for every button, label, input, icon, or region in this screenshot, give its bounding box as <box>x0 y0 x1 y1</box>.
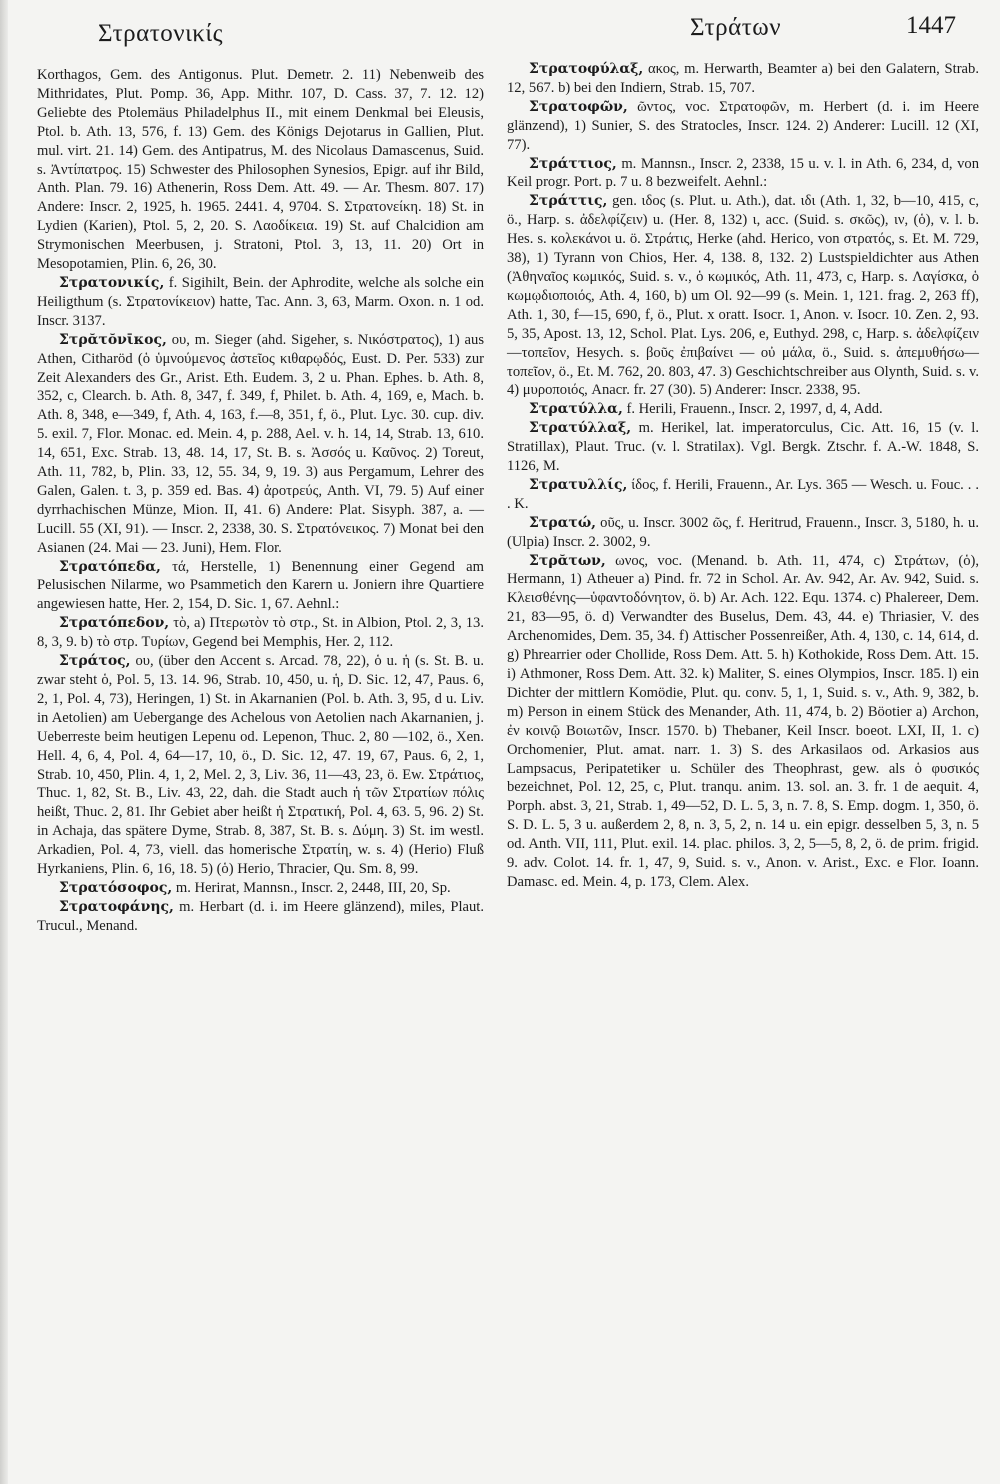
entry-lemma: Στρᾰτŏνῑκος, <box>59 331 167 348</box>
dictionary-entry <box>507 514 979 552</box>
entry-lemma: Στρατύλλα, <box>529 401 623 418</box>
dictionary-entry <box>37 558 484 615</box>
entry-lemma: Στρατοφύλαξ, <box>529 61 644 77</box>
entry-text: f. Sigihilt, Bein. der Aphrodite, welche als solche ein Heiligthum (s. Στρατονίκειον) hatte, Tac. Ann. 3, 63, Marm. Oxon. n. 1 od. Inscr. 3137. <box>37 274 484 329</box>
dictionary-entry <box>37 614 484 652</box>
entry-text: m. Herikel, lat. imperatorculus, Cic. Att. 16, 15 (v. l. Stratillax), Plaut. Truc. (v. l. Stratilax). Vgl. Bergk. Ztschr. f. A.-W. 1848, S. 1126, M. <box>507 420 979 475</box>
dictionary-entry <box>507 419 979 476</box>
dictionary-entry <box>507 552 979 892</box>
entry-text: ακος, m. Herwarth, Beamter a) bei den Galatern, Strab. 12, 567. b) bei den Indiern, Strab. 15, 707. <box>507 61 979 96</box>
dictionary-entry <box>507 98 979 155</box>
entry-lemma: Στρατοφῶν, <box>529 98 628 115</box>
entry-text: ου, m. Sieger (ahd. Sigeher, s. Νικόστρατος), 1) aus Athen, Citharöd (ὁ ὑμνούμενος ἀστεῖος κιθαρῳδός, Eust. D. Per. 533) zur Zeit Alexanders des Gr., Arist. Eth. Eudem. 3, 2 u. Phan. Ephes. b. Ath. 8, 352, c, Clearch. b. Ath. 8, 347, f. 349, f, Philet. b. Ath. 4, 169, e, Mach. b. Ath. 8, 348, e—349, f, Ath. 4, 163, f.—8, 351, f, ö., Plut. Lyc. 30. cup. div. 5. exil. 7, Flor. Monac. ed. Mein. 4, p. 288, Ael. v. h. 14, 14, Strab. 13, 610. 14, 651, Exc. Strab. 13, 48. 14, 17, St. B. s. Ἀσσός u. Καῦνος. 2) Toreut, Ath. 11, 782, b, Plin. 33, 12, 55. 34, 9, 19. 3) aus Pergamum, Lehrer des Galen, Galen. t. 3, p. 359 ed. Bas. 4) ἀροτρεύς, Anth. VI, 79. 5) Auf einer dyrrhachischen Münze, Mion. II, 41. 6) Andere: Plat. Sisyph. 387, a. — Lucill. 55 (XI, 91). — Inscr. 2, 2338, 30. S. Στρατόνεικος. 7) Monat bei den Asianen (24. Mai — 23. Juni), Hem. Flor. <box>37 331 484 556</box>
dictionary-entry <box>37 66 484 274</box>
entry-text: ωνος, voc. (Menand. b. Ath. 11, 474, c) Στράτων, (ὁ), Hermann, 1) Atheuer a) Pind. fr. 72 in Schol. Ar. Av. 942, Ar. Av. 942, Suid. s. Κλεισθένης—ὑφαντοδόνητον, ö. b) Ar. Ach. 122. Equ. 1374. c) Phalereer, Dem. 21, 83—95, ö. d) Verwandter des Buselus, Dem. 43, 44. e) Thriasier, V. des Archenomides, Dem. 35, 34. f) Attischer Possenreißer, Ath. 4, 130, c. 14, 614, d. g) Phrearrier oder Chollide, Ross Dem. Att. 5. h) Kothokide, Ross Dem. Att. 15. i) Athmoner, Ross Dem. Att. 32. k) Maliter, S. eines Olympios, Inscr. 185. l) ein Dichter der mittlern Komödie, Plut. qu. conv. 5, 1, 1, Suid. s. v., Ath. 9, 382, b. m) Person in einem Stück des Menander, Ath. 11, 474, b. 2) Böotier a) Archon, ἐν κοινῷ Βοιωτῶν, Inscr. 1570. b) Thebaner, Keil Inscr. boeot. LXI, II, 1. c) Orchomenier, Plut. amat. narr. 1. 3) S. des Arkasilaos od. Arkasios aus Lampsacus, Peripatetiker u. Schüler des Theophrast, gew. als ὁ φυσικός bezeichnet, Pol. 12, 25, c, Plut. tranqu. anim. 13. sol. an. 3. fr. 1 de aequit. 4, Porph. abst. 3, 21, Strab. 1, 49—52, D. L. 5, 3, n. 7. 8, S. Emp. dogm. 1, 350, ö. S. D. L. 5, 3 u. außerdem 2, 8, n. 3, 5, 2, n. 14 u. ein epigr. desselben 5, 3, n. 5 od. Anth. VII, 111, Plut. exil. 14. plac. philos. 3, 2, 5—5, 8, 2, ö. de prim. frigid. 9. adv. Colot. 14. fr. 1, 47, 9, Suid. s. v., Anon. v. Arist., Exc. e Flor. Ioann. Damasc. ed. Mein. 4, p. 173, Clem. Alex. <box>507 552 979 890</box>
page-edge-shadow <box>0 0 8 1484</box>
dictionary-entry <box>507 476 979 514</box>
entry-text: f. Herili, Frauenn., Inscr. 2, 1997, d, 4, Add. <box>622 401 883 418</box>
entry-text: οῦς, u. Inscr. 3002 ῶς, f. Heritrud, Frauenn., Inscr. 3, 5180, h. u. (Ulpia) Inscr. 2. 3002, 9. <box>507 514 979 550</box>
dictionary-entry <box>37 652 484 879</box>
dictionary-entry <box>507 60 979 98</box>
entry-lemma: Στρᾰτων, <box>529 552 606 569</box>
entry-lemma: Στρατόσοφος, <box>59 879 173 896</box>
page-header <box>0 0 1000 60</box>
entry-lemma: Στράττις, <box>529 193 608 210</box>
entry-lemma: Στρατόπεδον, <box>59 615 170 632</box>
page-number: 1447 <box>906 12 956 39</box>
entry-text: τά, Herstelle, 1) Benennung einer Gegend am Pelusischen Nilarme, wo Psammetich den Karern u. Joniern ihre Quartiere angewiesen hatte, Her. 2, 154, D. Sic. 1, 67. Aehnl.: <box>37 558 484 613</box>
entry-text: m. Herirat, Mannsn., Inscr. 2, 2448, III, 20, Sp. <box>172 879 451 896</box>
dictionary-entry <box>507 400 979 419</box>
entry-lemma: Στρατονικίς, <box>59 274 165 291</box>
dictionary-entry <box>37 274 484 331</box>
dictionary-entry <box>37 331 484 558</box>
dictionary-entry <box>507 192 979 400</box>
entry-text: ου, (über den Accent s. Arcad. 78, 22), ὁ u. ἡ (s. St. B. u. zwar steht ὁ, Pol. 5, 13. 14. 96, Strab. 10, 450, u. ἡ, D. Sic. 12, 47, Paus. 6, 2, 1, Pol. 4, 73), Heringen, 1) St. in Akarnanien (Pol. b. Ath. 3, 95, d u. Liv. in Aetolien) am Uebergange des Achelous von Aetolien nach Akarnanien, j. Ueberreste beim heutigen Lepenu od. Lepenon, Thuc. 2, 80 —102, ö., Xen. Hell. 4, 6, 4, Pol. 4, 64—17, 10, ö., D. Sic. 12, 47. 19, 67, Paus. 6, 2, 1, Strab. 10, 450, Plin. 4, 1, 2, Mel. 2, 3, Liv. 36, 11—43, 23, ö. Ew. Στράτιος, Thuc. 1, 82, St. B., Liv. 43, 22, dah. die Stadt auch ἡ τῶν Στρατίων πόλις heißt, Thuc. 2, 81. Ihr Gebiet aber heißt ἡ Στρατική, Pol. 4, 63. 5, 96. 2) St. in Achaja, das spätere Dyme, Strab. 8, 387, St. B. s. Δύμη. 3) St. im westl. Arkadien, Pol. 4, 73, viell. das homerische Στρατίη, w. s. 4) (Herio) Fluß Hyrkaniens, Plin. 6, 16, 18. 5) (ὁ) Herio, Thracier, Qu. Sm. 8, 99. <box>37 653 484 878</box>
entry-lemma: Στρατόπεδα, <box>59 558 161 575</box>
entry-text: m. Herbart (d. i. im Heere glänzend), miles, Plaut. Trucul., Menand. <box>37 898 484 934</box>
entry-lemma: Στρατύλλαξ, <box>529 420 632 437</box>
dictionary-entry <box>37 879 484 898</box>
entry-lemma: Στράτος, <box>59 653 131 670</box>
entry-text: Korthagos, Gem. des Antigonus. Plut. Demetr. 2. 11) Nebenweib des Mithridates, Plut. Pomp. 36, App. Mithr. 107, D. Cass. 37, 7. 12. 12) Geliebte des Ptolemäus Philadelphus II., mit einem Denkmal bei Eleusis, Ptol. b. Ath. 13, 576, f. 13) Gem. des Königs Dejotarus in Gallien, Plut. mul. virt. 21. 14) Gem. des Antipatrus, M. des Nicolaus Damascenus, Suid. s. Ἀντίπατρος. 15) Schwester des Philosophen Synesios, Epigr. auf ihr Bild, Anth. Plan. 79. 16) Athenerin, Ross Dem. Att. 49. — Ar. Thesm. 807. 17) Andere: Inscr. 2, 1925, h. 1965. 2441. 4, 9704. S. Στρατονείκη. 18) St. in Lydien (Karien), Ptol. 5, 2, 20. S. Λαοδίκεια. 19) St. auf Chalcidion am Strymonischen Meerbusen, j. Stratoni, Ptol. 3, 13, 11. 20) Ort in Mesopotamien, Plin. 6, 26, 30. <box>37 67 484 273</box>
entry-lemma: Στράττιος, <box>529 155 617 172</box>
entry-text: m. Mannsn., Inscr. 2, 2338, 15 u. v. l. in Ath. 6, 234, d, von Keil progr. Port. p. 7 u. 8 bezweifelt. Aehnl.: <box>507 155 979 191</box>
left-column <box>37 66 484 936</box>
right-running-headword: Στράτων <box>690 14 782 41</box>
right-column <box>507 60 979 892</box>
entry-text: ῶντος, voc. Στρατοφῶν, m. Herbert (d. i. im Heere glänzend), 1) Sunier, S. des Stratocles, Inscr. 124. 2) Anderer: Lucill. 12 (XI, 77). <box>507 98 979 153</box>
entry-text: τὸ, a) Πτερωτὸν τὸ στρ., St. in Albion, Ptol. 2, 3, 13. 8, 3, 9. b) τὸ στρ. Τυρίων, Gegend bei Memphis, Her. 2, 112. <box>37 615 484 651</box>
entry-text: gen. ιδος (s. Plut. u. Ath.), dat. ιδι (Ath. 1, 32, b—10, 415, c, ö., Harp. s. ἀδελφίζειν) u. (Her. 8, 132) ι, acc. (Suid. s. σκῶς), ιν, (ὁ), v. l. b. Hes. s. κολεκάνοι u. ö. Στράτις, Herke (ahd. Herico, von στρατός, s. Et. M. 729, 38), 1) Tyrann von Chios, Her. 4, 138. 8, 132. 2) Lustspieldichter aus Athen (Ἀθηναῖος κωμικός, Suid. s. v., ὁ κωμικός, Ath. 11, 473, c, Harp. s. Λαγίσκα, ὁ κωμῳδιοποιός, Ath. 4, 160, b) um Ol. 92—99 (s. Mein. 1, 121. frag. 2, 263 ff), Ath. 1, 30, f—15, 690, f, ö., Plut. x oratt. Isocr. 1, Anon. v. Isocr. 10. Zen. 2, 93. 5, 35, Apost. 13, 12, Schol. Plat. Lys. 206, e, Euthyd. 298, c, Harp. s. ἀδελφίζειν—τοπεῖον, Hesych. s. βοῦς ἐπιβαίνει — οὐ μάλα, ö., Suid. s. ἀπεμυθήσω—τοπεῖον, ö., Et. M. 762, 20. 803, 47. 3) Geschichtschreiber aus Olynth, Suid. s. v. 4) μυροποιός, Anacr. fr. 27 (30). 5) Anderer: Inscr. 2338, 95. <box>507 193 979 399</box>
entry-lemma: Στρατοφάνης, <box>59 898 174 915</box>
left-running-headword: Στρατονικίς <box>98 20 224 47</box>
entry-lemma: Στρατώ, <box>529 514 597 531</box>
dictionary-entry <box>507 155 979 193</box>
entry-text: ίδος, f. Herili, Frauenn., Ar. Lys. 365 — Wesch. u. Fouc. . . . K. <box>507 476 979 512</box>
entry-lemma: Στρατυλλίς, <box>529 476 628 493</box>
dictionary-entry <box>37 898 484 936</box>
